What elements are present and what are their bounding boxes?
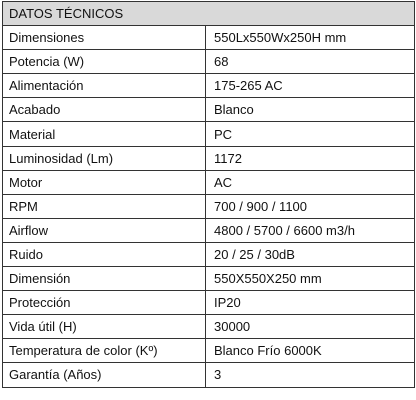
table-row — [3, 291, 415, 315]
spec-label: Material — [3, 122, 206, 146]
spec-label: RPM — [3, 194, 206, 218]
spec-value: Blanco — [206, 98, 415, 122]
table-row — [3, 339, 415, 363]
table-header-row — [3, 2, 415, 26]
spec-value: 3 — [206, 363, 415, 387]
table-row — [3, 74, 415, 98]
table-row — [3, 267, 415, 291]
technical-data-table — [2, 1, 415, 388]
table-title: DATOS TÉCNICOS — [3, 2, 415, 26]
spec-label: Acabado — [3, 98, 206, 122]
table-row — [3, 218, 415, 242]
spec-value: 550X550X250 mm — [206, 267, 415, 291]
spec-label: Potencia (W) — [3, 50, 206, 74]
spec-value: PC — [206, 122, 415, 146]
table-row — [3, 98, 415, 122]
spec-value: 68 — [206, 50, 415, 74]
spec-label: Luminosidad (Lm) — [3, 146, 206, 170]
spec-label: Dimensiones — [3, 26, 206, 50]
spec-value: 30000 — [206, 315, 415, 339]
table-row — [3, 363, 415, 387]
spec-value: 4800 / 5700 / 6600 m3/h — [206, 218, 415, 242]
spec-value: 175-265 AC — [206, 74, 415, 98]
spec-value: IP20 — [206, 291, 415, 315]
table-row — [3, 50, 415, 74]
spec-label: Temperatura de color (Kº) — [3, 339, 206, 363]
spec-value: 1172 — [206, 146, 415, 170]
spec-label: Motor — [3, 170, 206, 194]
spec-label: Garantía (Años) — [3, 363, 206, 387]
spec-value: 550Lx550Wx250H mm — [206, 26, 415, 50]
spec-label: Airflow — [3, 218, 206, 242]
spec-label: Ruido — [3, 242, 206, 266]
spec-label: Vida útil (H) — [3, 315, 206, 339]
table-row — [3, 242, 415, 266]
spec-label: Protección — [3, 291, 206, 315]
spec-value: Blanco Frío 6000K — [206, 339, 415, 363]
spec-value: 20 / 25 / 30dB — [206, 242, 415, 266]
table-row — [3, 146, 415, 170]
spec-value: 700 / 900 / 1100 — [206, 194, 415, 218]
table-row — [3, 315, 415, 339]
spec-label: Alimentación — [3, 74, 206, 98]
table-row — [3, 26, 415, 50]
table-row — [3, 122, 415, 146]
spec-label: Dimensión — [3, 267, 206, 291]
table-row — [3, 194, 415, 218]
table-row — [3, 170, 415, 194]
spec-value: AC — [206, 170, 415, 194]
